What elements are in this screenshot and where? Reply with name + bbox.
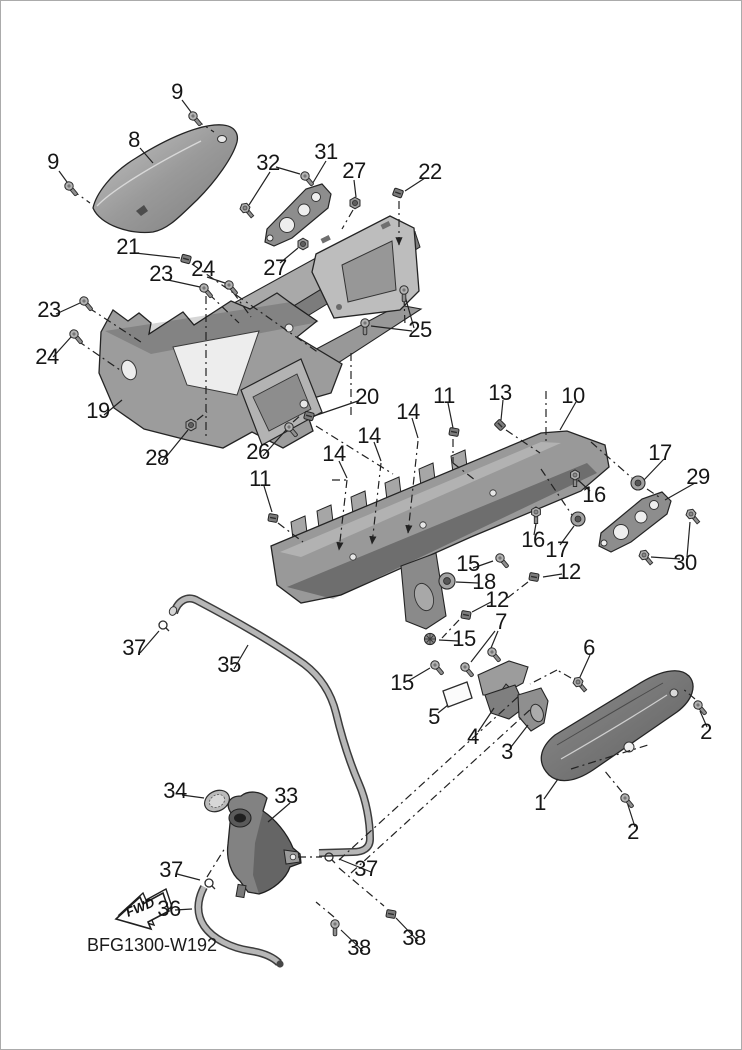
part-29-bracket: [599, 492, 671, 552]
part-8-side-cover-upper: [93, 125, 237, 233]
diagram-artwork: [1, 1, 742, 1050]
callout-22: 22: [418, 158, 442, 184]
callout-28: 28: [145, 444, 169, 470]
callout-33: 33: [274, 782, 298, 808]
callout-30: 30: [673, 549, 697, 575]
callout-18: 18: [472, 568, 496, 594]
callout-9: 9: [171, 78, 183, 104]
callout-21: 21: [116, 233, 140, 259]
callout-24: 24: [191, 255, 215, 281]
screw: [459, 661, 476, 679]
diagram-code: BFG1300-W192: [87, 935, 218, 955]
callout-6: 6: [583, 634, 595, 660]
callout-37: 37: [159, 856, 183, 882]
callout-24: 24: [35, 343, 59, 369]
screw: [486, 646, 503, 664]
callout-31: 31: [314, 138, 338, 164]
part-22-tray-cover: [312, 216, 419, 318]
callout-14: 14: [357, 422, 381, 448]
screw: [331, 920, 339, 936]
screw: [692, 699, 709, 717]
clip: [392, 188, 403, 198]
grommet: [439, 573, 455, 589]
callout-37: 37: [122, 634, 146, 660]
callout-26: 26: [246, 438, 270, 464]
callout-11: 11: [433, 382, 455, 408]
callout-34: 34: [163, 777, 187, 803]
screw: [68, 328, 85, 346]
callout-5: 5: [428, 703, 440, 729]
clip: [386, 909, 396, 918]
callout-27: 27: [263, 254, 287, 280]
bolt: [532, 507, 541, 524]
callout-36: 36: [157, 895, 181, 921]
callout-2: 2: [627, 818, 639, 844]
callout-19: 19: [86, 397, 110, 423]
callout-35: 35: [217, 651, 241, 677]
callout-14: 14: [322, 440, 346, 466]
part-5-pad: [443, 682, 472, 707]
callout-12: 12: [485, 586, 509, 612]
callout-12: 12: [557, 558, 581, 584]
star-clip: [424, 633, 435, 644]
clip: [181, 254, 192, 264]
hose-clamp: [159, 621, 169, 631]
callout-23: 23: [149, 260, 173, 286]
callout-1: 1: [534, 789, 546, 815]
screw: [494, 552, 511, 570]
callout-38: 38: [402, 924, 426, 950]
callout-8: 8: [128, 126, 140, 152]
grommet: [631, 476, 645, 490]
part-33-reservoir-tank: [228, 792, 301, 898]
screw: [429, 659, 446, 677]
callout-15: 15: [452, 625, 476, 651]
callout-37: 37: [354, 855, 378, 881]
screw: [63, 180, 80, 198]
callout-16: 16: [521, 526, 545, 552]
bolt: [571, 675, 588, 693]
bolt: [684, 507, 701, 525]
clip: [449, 427, 459, 436]
callout-27: 27: [342, 157, 366, 183]
callout-3: 3: [501, 738, 513, 764]
fwd-label: FWD: [123, 894, 157, 920]
part-34-cap: [201, 786, 233, 816]
part-31-bracket: [265, 184, 331, 246]
callout-16: 16: [582, 481, 606, 507]
part-1-side-cover-lower: [541, 671, 693, 781]
part-10-rail: [271, 431, 609, 629]
nut: [350, 197, 360, 209]
screw: [187, 110, 204, 128]
nut: [186, 419, 196, 431]
callout-38: 38: [347, 934, 371, 960]
callout-11: 11: [249, 465, 271, 491]
bolt: [238, 201, 255, 219]
callout-7: 7: [495, 608, 507, 634]
part-3-stay: [518, 688, 548, 731]
clip: [461, 610, 471, 619]
callout-10: 10: [561, 382, 585, 408]
callout-9: 9: [47, 148, 59, 174]
callout-17: 17: [545, 536, 569, 562]
callout-13: 13: [488, 379, 512, 405]
screw: [223, 279, 240, 297]
clip: [529, 572, 539, 581]
callout-4: 4: [467, 723, 479, 749]
callout-15: 15: [390, 669, 414, 695]
callout-25: 25: [408, 316, 432, 342]
callout-29: 29: [686, 463, 710, 489]
callout-32: 32: [256, 149, 280, 175]
clip: [494, 419, 506, 431]
callout-2: 2: [700, 718, 712, 744]
callout-23: 23: [37, 296, 61, 322]
grommet: [571, 512, 585, 526]
screw: [619, 792, 636, 810]
clip: [304, 411, 315, 421]
fwd-arrow: [116, 889, 172, 929]
callout-17: 17: [648, 439, 672, 465]
callout-20: 20: [355, 383, 379, 409]
nut: [298, 238, 308, 250]
callout-14: 14: [396, 398, 420, 424]
clip: [268, 513, 278, 522]
callout-15: 15: [456, 550, 480, 576]
screw: [299, 170, 316, 188]
hose-clamp: [205, 879, 215, 889]
